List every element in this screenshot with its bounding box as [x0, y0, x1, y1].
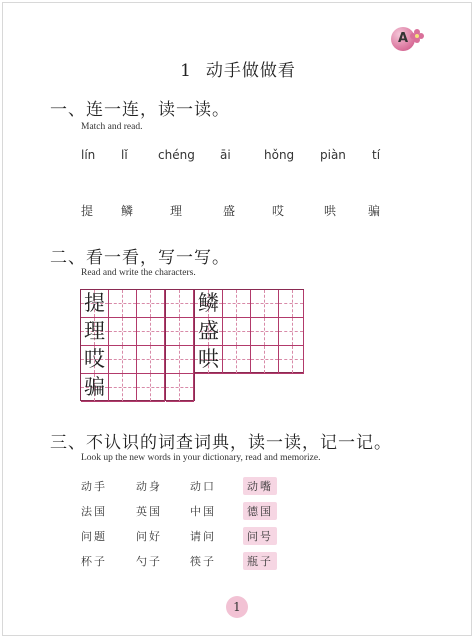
- vocab-word: 请问: [190, 530, 216, 543]
- hanzi-item[interactable]: 盛: [223, 204, 236, 218]
- section3-subtitle: Look up the new words in your dictionary, read and memorize.: [81, 453, 321, 463]
- writing-cell[interactable]: [251, 318, 279, 346]
- page-number: 1: [226, 596, 248, 618]
- pinyin-item[interactable]: tí: [372, 148, 381, 162]
- pinyin-item[interactable]: chéng: [158, 148, 195, 162]
- lesson-number: 1: [180, 61, 192, 81]
- writing-grid-left: [80, 289, 166, 401]
- level-badge: A: [391, 27, 415, 51]
- grid-char: 哎: [84, 347, 105, 371]
- pinyin-item[interactable]: lín: [81, 148, 96, 162]
- section2-title: 二、看一看，写一写。: [50, 248, 230, 268]
- vocab-word: 动手: [81, 480, 107, 493]
- pinyin-item[interactable]: piàn: [320, 148, 346, 162]
- writing-cell[interactable]: [137, 346, 165, 374]
- writing-cell[interactable]: [251, 290, 279, 318]
- writing-grid-right: [194, 289, 304, 373]
- writing-cell[interactable]: [137, 318, 165, 346]
- hanzi-item[interactable]: 骗: [368, 204, 381, 218]
- flower-icon: [409, 28, 425, 44]
- vocab-word: 问好: [136, 530, 162, 543]
- writing-cell[interactable]: [137, 374, 165, 402]
- writing-cell[interactable]: [109, 374, 137, 402]
- vocab-word-highlighted: 动嘴: [243, 477, 277, 495]
- section1-subtitle: Match and read.: [81, 122, 143, 132]
- vocab-word: 动口: [190, 480, 216, 493]
- section2-subtitle: Read and write the characters.: [81, 268, 196, 278]
- writing-cell[interactable]: [137, 290, 165, 318]
- writing-cell[interactable]: [166, 374, 194, 402]
- hanzi-item[interactable]: 鳞: [121, 204, 134, 218]
- writing-grid-middle: [165, 289, 195, 401]
- vocab-word: 杯子: [81, 555, 107, 568]
- grid-char: 提: [84, 291, 105, 315]
- lesson-name: 动手做做看: [205, 61, 296, 81]
- grid-char: 鳞: [198, 291, 219, 315]
- hanzi-item[interactable]: 理: [170, 204, 183, 218]
- section3-title: 三、不认识的词查词典，读一读，记一记。: [50, 433, 392, 453]
- vocab-word-highlighted: 瓶子: [243, 552, 277, 570]
- grid-char: 骗: [84, 375, 105, 399]
- writing-cell[interactable]: [166, 318, 194, 346]
- pinyin-item[interactable]: hǒng: [264, 148, 295, 162]
- vocab-word: 法国: [81, 505, 107, 518]
- writing-cell[interactable]: [279, 318, 304, 346]
- section1-title: 一、连一连，读一读。: [50, 100, 230, 120]
- vocab-word: 动身: [136, 480, 162, 493]
- vocab-word: 问题: [81, 530, 107, 543]
- writing-cell[interactable]: [166, 346, 194, 374]
- grid-char: 哄: [198, 347, 219, 371]
- writing-cell[interactable]: [166, 290, 194, 318]
- hanzi-item[interactable]: 哎: [272, 204, 285, 218]
- pinyin-item[interactable]: lǐ: [121, 148, 128, 162]
- pinyin-item[interactable]: āi: [220, 148, 231, 162]
- writing-cell[interactable]: [109, 290, 137, 318]
- writing-cell[interactable]: [279, 346, 304, 374]
- hanzi-item[interactable]: 哄: [324, 204, 337, 218]
- vocab-word-highlighted: 德国: [243, 502, 277, 520]
- hanzi-item[interactable]: 提: [81, 204, 94, 218]
- writing-cell[interactable]: [109, 318, 137, 346]
- writing-cell[interactable]: [223, 290, 251, 318]
- vocab-word: 英国: [136, 505, 162, 518]
- grid-char: 盛: [198, 319, 219, 343]
- writing-cell[interactable]: [223, 318, 251, 346]
- vocab-word: 筷子: [190, 555, 216, 568]
- vocab-word: 勺子: [136, 555, 162, 568]
- writing-cell[interactable]: [279, 290, 304, 318]
- writing-cell[interactable]: [109, 346, 137, 374]
- vocab-word-highlighted: 问号: [243, 527, 277, 545]
- lesson-title: [0, 56, 476, 81]
- writing-cell[interactable]: [251, 346, 279, 374]
- grid-char: 理: [84, 319, 105, 343]
- writing-cell[interactable]: [223, 346, 251, 374]
- vocab-word: 中国: [190, 505, 216, 518]
